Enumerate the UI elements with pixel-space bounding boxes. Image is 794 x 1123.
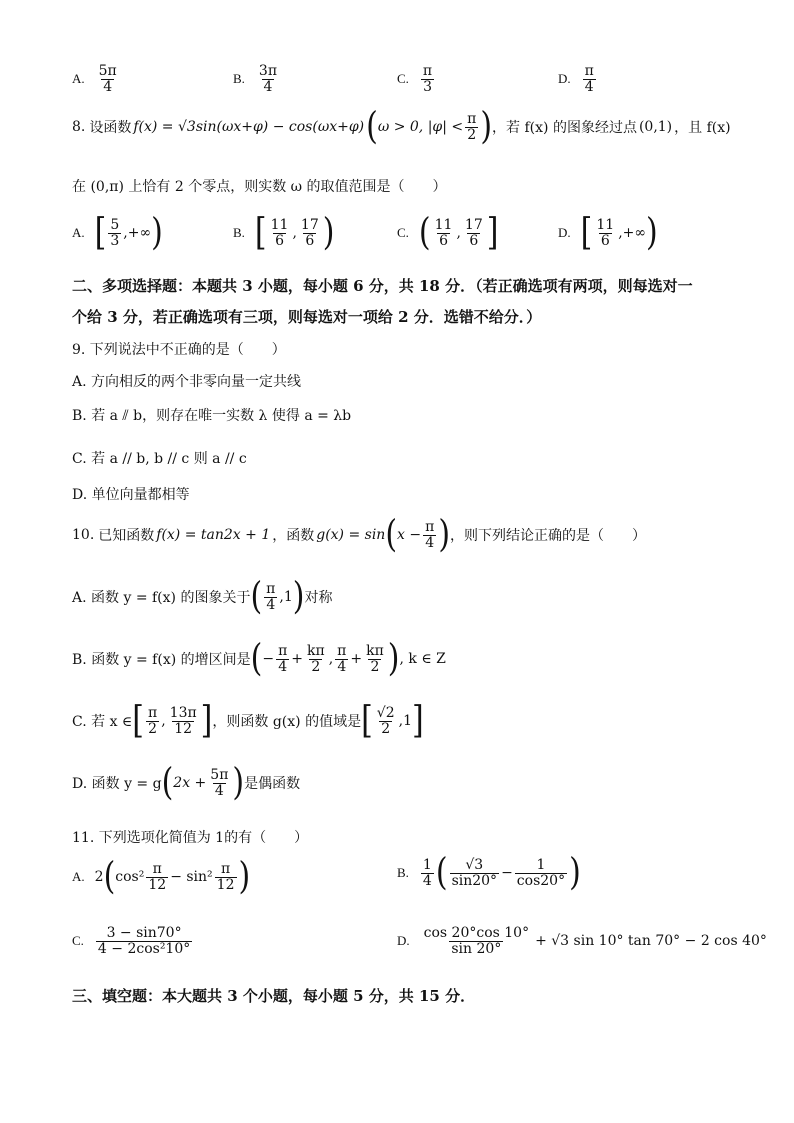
option-label: C. (72, 933, 84, 949)
q10-option-b (72, 636, 446, 681)
right-paren: ) (438, 512, 451, 557)
q10-option-d (72, 760, 301, 805)
right-paren: ) (569, 850, 581, 895)
fraction: $\frac{3\pi}{4}$ (258, 63, 278, 95)
q9-option-d: D. 单位向量都相等 (72, 487, 190, 503)
comma: , (161, 713, 166, 730)
q8-stem-line1 (72, 104, 731, 149)
right-paren: ) (646, 210, 658, 255)
q7-option-d (558, 64, 598, 94)
fraction: $\frac{\pi}{4}$ (584, 63, 594, 95)
condition: ω > 0, |φ| < (377, 119, 464, 136)
left-paren: ( (250, 636, 263, 681)
option-label: C. (397, 71, 409, 87)
comma: , (456, 225, 461, 242)
question-number: 10. (72, 527, 95, 544)
f-expression: f(x) = tan2x + 1 (156, 527, 271, 544)
right-bracket: ] (200, 698, 213, 743)
right-bracket: ] (411, 698, 424, 743)
option-a-post: 对称 (304, 590, 333, 607)
interval-rest: ,+∞ (618, 225, 647, 242)
q11-option-a (72, 854, 251, 899)
option-label: B. (397, 865, 409, 881)
fraction: $\frac{\pi}{4}$ (337, 643, 347, 675)
q11-option-b (397, 850, 581, 895)
left-paren: ( (435, 850, 448, 895)
q11-option-c (72, 926, 194, 956)
q7-option-a (72, 64, 121, 94)
option-c-mid: ，则函数 g(x) 的值域是 (212, 714, 362, 731)
left-bracket: [ (254, 210, 267, 255)
q8-tail-text: ，且 f(x) (674, 120, 731, 137)
fraction: $\frac{1}{4}$ (422, 857, 432, 889)
q10-option-c (72, 698, 424, 743)
q9-option-b: B. 若 a ⫽ b，则存在唯一实数 λ 使得 a = λb (72, 408, 352, 424)
fraction: $\frac{\cos 20^\circ\cos 10^\circ}{\sin 20^\circ}$ (423, 925, 530, 957)
fraction: $\frac{17}{6}$ (464, 217, 483, 249)
fraction: $\frac{13\pi}{12}$ (169, 705, 197, 737)
question-lead: 已知函数 (98, 528, 155, 545)
option-c-pre: C. 若 x ∈ (72, 714, 133, 731)
right-paren: ) (480, 104, 493, 149)
option-a-pre: A. 函数 y = f(x) 的图象关于 (72, 590, 251, 607)
left-paren: ( (366, 104, 378, 149)
d-inner: 2x + (173, 775, 207, 792)
option-label: D. (558, 71, 571, 87)
plus-sign: + (291, 651, 304, 668)
option-label: B. (233, 71, 245, 87)
option-label: C. (397, 225, 409, 241)
fraction: $\frac{\pi}{3}$ (422, 63, 433, 95)
q10-tail: ，则下列结论正确的是（ ） (450, 528, 647, 545)
option-b-pre: B. 函数 y = f(x) 的增区间是 (72, 652, 251, 669)
fraction: $\frac{\pi}{2}$ (467, 111, 477, 143)
g-expression: g(x) = sin (316, 527, 386, 544)
question-lead: 设函数 (89, 120, 132, 137)
option-b-post: , k ∈ Z (399, 651, 446, 668)
coefficient: 2 (94, 869, 104, 886)
left-bracket: [ (580, 210, 593, 255)
q8-option-b (233, 210, 335, 255)
fraction: $\frac{√3}{\sin 20^\circ}$ (451, 857, 498, 889)
function-expression: f(x) = √3sin(ωx+φ) − cos(ωx+φ) (133, 119, 365, 136)
q11-stem: 11. 下列选项化简值为 1的有（ ） (72, 830, 309, 846)
option-label: D. (558, 225, 571, 241)
option-d-post: 是偶函数 (244, 776, 301, 793)
fraction: $\frac{\pi}{4}$ (266, 581, 276, 613)
right-paren: ) (232, 760, 245, 805)
fraction: $\frac{5}{3}$ (110, 217, 120, 249)
option-label: A. (72, 869, 85, 885)
q9-option-a: A. 方向相反的两个非零向量一定共线 (72, 374, 302, 390)
minus-sign: − (262, 651, 275, 668)
fraction: $\frac{k\pi}{2}$ (307, 643, 325, 675)
fraction: $\frac{\pi}{12}$ (216, 861, 235, 893)
fraction: $\frac{\pi}{12}$ (148, 861, 167, 893)
right-paren: ) (292, 574, 305, 619)
q7-option-c (397, 64, 436, 94)
left-paren: ( (161, 760, 174, 805)
left-paren: ( (250, 574, 263, 619)
left-bracket: [ (132, 698, 144, 743)
left-bracket: [ (94, 210, 107, 255)
fraction: $\frac{5\pi}{4}$ (98, 63, 117, 95)
comma: , (328, 651, 334, 668)
fraction: $\frac{\pi}{4}$ (278, 643, 288, 675)
plus-sign: + (350, 651, 363, 668)
section-2-heading-line2: 个给 3 分，若正确选项有三项，则每选对一项给 2 分．选错不给分．） (72, 308, 542, 326)
right-paren: ) (322, 210, 335, 255)
q7-option-b (233, 64, 281, 94)
fraction: $\frac{\pi}{4}$ (425, 519, 435, 551)
q10-option-a (72, 574, 333, 619)
right-paren: ) (151, 210, 163, 255)
q11-option-d (397, 926, 767, 956)
q10-mid: ，函数 (272, 528, 315, 545)
fraction: $\frac{11}{6}$ (434, 217, 453, 249)
point: (0,1) (638, 119, 673, 136)
interval-rest: ,1 (398, 713, 412, 730)
section-3-heading: 三、填空题：本大题共 3 个小题，每小题 5 分，共 15 分． (72, 987, 476, 1005)
term-cos2: cos² (115, 869, 145, 886)
term-sin2: − sin² (170, 869, 213, 886)
q8-option-a (72, 210, 163, 255)
option-label: A. (72, 71, 85, 87)
q8-option-c (397, 210, 499, 255)
option-label: D. (397, 933, 410, 949)
right-paren: ) (238, 854, 251, 899)
fraction: $\frac{\pi}{2}$ (148, 705, 158, 737)
question-number: 8. (72, 119, 86, 136)
interval-rest: ,+∞ (123, 225, 152, 242)
fraction: $\frac{3 - \sin 70^\circ}{\text{4 − 2cos²10°}}$ (97, 925, 191, 957)
left-paren: ( (418, 210, 431, 255)
fraction: $\frac{1}{\cos 20^\circ}$ (516, 857, 566, 889)
interval-rest: ,1 (279, 589, 293, 606)
right-bracket: ] (486, 210, 499, 255)
left-paren: ( (103, 854, 116, 899)
fraction: $\frac{11}{6}$ (270, 217, 289, 249)
q8-option-d (558, 210, 658, 255)
fraction: $\frac{√2}{2}$ (376, 705, 395, 737)
fraction: $\frac{17}{6}$ (300, 217, 319, 249)
q8-stem-line2: 在 (0,π) 上恰有 2 个零点，则实数 ω 的取值范围是（ ） (72, 179, 447, 195)
fraction: $\frac{k\pi}{2}$ (366, 643, 384, 675)
section-2-heading-line1: 二、多项选择题：本题共 3 小题，每小题 6 分，共 18 分．（若正确选项有两项，则每选对一 (72, 277, 693, 295)
left-bracket: [ (361, 698, 373, 743)
fraction: $\frac{5\pi}{4}$ (210, 767, 229, 799)
q10-stem (72, 512, 647, 557)
option-d-pre: D. 函数 y = g (72, 776, 162, 793)
minus-sign: − (501, 865, 513, 882)
q9-option-c: C. 若 a // b, b // c 则 a // c (72, 451, 247, 467)
left-paren: ( (385, 512, 398, 557)
fraction: $\frac{11}{6}$ (596, 217, 615, 249)
comma: , (292, 225, 297, 242)
option-label: B. (233, 225, 245, 241)
option-label: A. (72, 225, 85, 241)
g-inner: x − (397, 527, 422, 544)
q9-stem: 9. 下列说法中不正确的是（ ） (72, 342, 286, 358)
option-d-rest: + √3 sin 10° tan 70° − 2 cos 40° (535, 933, 767, 950)
right-paren: ) (387, 636, 400, 681)
q8-mid-text: ，若 f(x) 的图象经过点 (492, 120, 637, 137)
